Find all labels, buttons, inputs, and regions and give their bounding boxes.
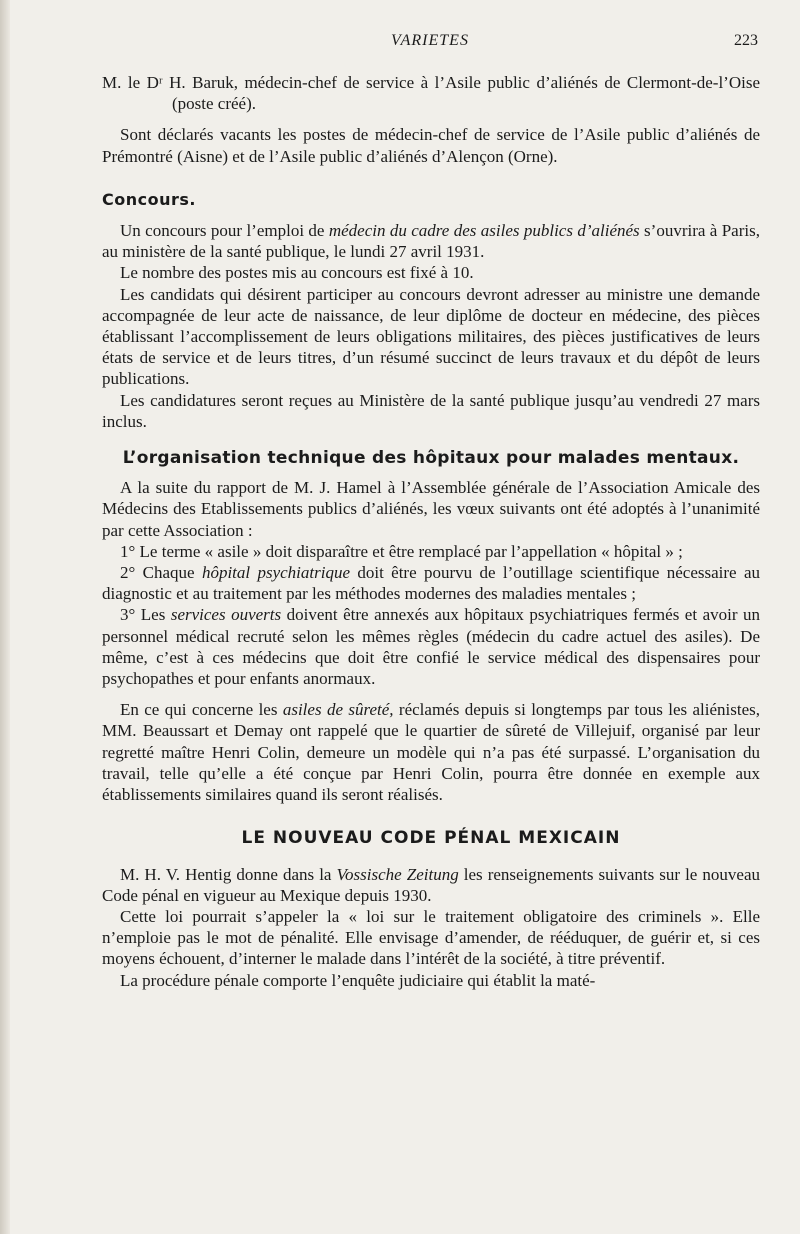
page-header [100,32,760,56]
surete-paragraph [102,699,760,805]
concours-p1-rest: s’ouvrira à Paris, au ministère de la santé publique, le lundi 27 avril 1931. [102,221,760,262]
page-binding-edge [0,0,10,1234]
item2-rest: doit être pourvu de l’outillage scientifique nécessaire au diagnostic et au traitement par les méthodes modernes des maladies mentales ; [102,563,760,604]
item2-prefix: 2° Chaque [120,563,202,583]
surete-prefix: En ce qui concerne les [120,700,283,720]
concours-paragraph-4: Les candidatures seront reçues au Ministère de la santé publique jusqu’au vendredi 27 mars inclus. [102,390,760,431]
organisation-item-2 [102,562,760,604]
organisation-item-3 [102,604,760,689]
item2-italic: hôpital psychiatrique [201,563,350,583]
appointment-paragraph: M. le Dʳ H. Baruk, médecin-chef de service à l’Asile public d’aliénés de Clermont-de-l’Oise (poste créé). [102,73,760,114]
organisation-intro: A la suite du rapport de M. J. Hamel à l’Assemblée générale de l’Association Amicale des Médecins des Etablissements publics d’aliénés, les vœux suivants ont été adoptés à l’unanimité par cette Association : [102,478,760,540]
organisation-item-1: 1° Le terme « asile » doit disparaître et être remplacé par l’appellation « hôpital » ; [120,541,683,561]
concours-p1-italic: médecin du cadre des asiles publics d’aliénés [328,221,640,241]
organisation-heading: L’organisation technique des hôpitaux pour malades mentaux. [122,448,740,469]
page-body [102,72,760,991]
surete-italic: asiles de sûreté, [282,700,394,720]
concours-paragraph-1 [102,220,760,262]
vacancies-paragraph: Sont déclarés vacants les postes de médecin-chef de service de l’Asile public d’aliénés de Prémontré (Aisne) et de l’Asile public d’aliénés d’Alençon (Orne). [102,125,760,166]
cp-p1-italic: Vossische Zeitung [336,864,459,884]
item3-rest: doivent être annexés aux hôpitaux psychiatriques fermés et avoir un personnel médical recruté selon les mêmes règles (médecin du cadre actuel des asiles). De même, c’est à ces médecins que doit être confié le service médical des dispensaires pour psychopathes et pour enfants anormaux. [102,605,760,689]
concours-p1-text: Un concours pour l’emploi de [120,221,329,241]
cp-p1-prefix: M. H. V. Hentig donne dans la [120,864,337,884]
item3-italic: services ouverts [170,605,282,625]
running-title: VARIETES [391,32,469,49]
code-penal-paragraph-1 [102,864,760,906]
surete-rest: réclamés depuis si longtemps par tous les aliénistes, MM. Beaussart et Demay ont rappelé que le quartier de sûreté de Villejuif, organisé par leur regretté maître Henri Colin, demeure un modèle qui n’a pas été surpassé. L’organisation du travail, telle qu’elle a été conçue par Henri Colin, pourra être donnée en exemple aux établissements similaires quand ils seront réalisés. [102,700,760,805]
page-number: 223 [734,32,758,49]
code-penal-paragraph-3: La procédure pénale comporte l’enquête judiciaire qui établit la maté- [120,970,596,990]
code-penal-heading: LE NOUVEAU CODE PÉNAL MEXICAIN [241,828,621,849]
concours-heading: Concours. [102,189,196,209]
cp-p1-rest: les renseignements suivants sur le nouveau Code pénal en vigueur au Mexique depuis 1930. [102,864,760,905]
concours-paragraph-3: Les candidats qui désirent participer au concours devront adresser au ministre une demande accompagnée de leur acte de naissance, de leur diplôme de docteur en médecine, des pièces établissant l’accomplissement de leurs obligations militaires, des pièces justificatives de leurs états de service et de leurs titres, d’un résumé succinct de leurs travaux et du dépôt de leurs publications. [102,284,760,389]
code-penal-paragraph-2: Cette loi pourrait s’appeler la « loi sur le traitement obligatoire des criminels ». Elle n’emploie pas le mot de pénalité. Elle envisage d’amender, de rééduquer, de guérir et, si ces moyens échouent, d’interner le malade dans l’intérêt de la société, à titre préventif. [102,906,760,969]
item3-prefix: 3° Les [120,605,171,625]
concours-paragraph-2: Le nombre des postes mis au concours est fixé à 10. [120,263,474,283]
